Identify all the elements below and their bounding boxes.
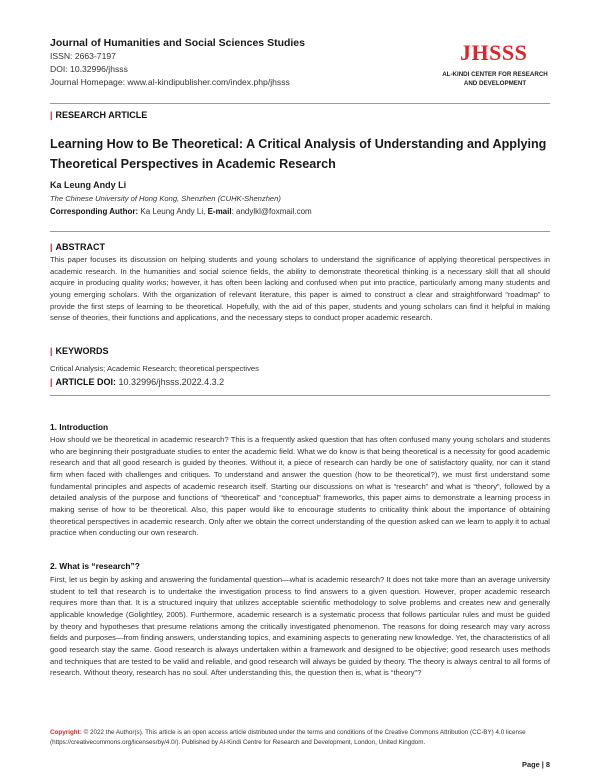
divider	[50, 395, 550, 396]
abstract-heading	[50, 242, 105, 252]
article-type-label: RESEARCH ARTICLE	[55, 110, 148, 120]
divider	[50, 231, 550, 232]
author-name: Ka Leung Andy Li	[50, 180, 127, 190]
article-type	[50, 110, 147, 120]
accent-bar: |	[50, 110, 53, 120]
issn: ISSN: 2663-7197	[50, 51, 116, 61]
abstract-heading-label: ABSTRACT	[55, 242, 106, 252]
journal-doi: DOI: 10.32996/jhsss	[50, 64, 128, 74]
keywords-heading-label: KEYWORDS	[55, 346, 109, 356]
abstract-text: This paper focuses its discussion on helping students and young scholars to understand the significance of applying theoretical perspectives in academic research. In the humanities and social science fields, the ability to demonstrate theoretical thinking is a necessary skill that all should acquire in producing quality works; however, it has often been lacking and confused when put into practice, particularly among many students and young emerging scholars. With the organization of relevant literature, this paper is aimed to construct a clear and straightforward “roadmap” to provide the first steps of learning to be theoretical. Hopefully, with the aid of this paper, students and young scholars can find it helpful in making sense of theories, their functions and applications, and the necessary steps to conduct proper academic research.	[50, 255, 550, 323]
corresponding-name: Ka Leung Andy Li,	[140, 207, 206, 216]
accent-bar: |	[50, 346, 53, 356]
corresponding-email[interactable]: : andylkl@foxmail.com	[231, 207, 312, 216]
article-doi	[50, 377, 224, 387]
copyright-label: Copyright:	[50, 729, 82, 736]
journal-homepage[interactable]: Journal Homepage: www.al-kindipublisher.com/index.php/jhsss	[50, 77, 290, 87]
article-title: Learning How to Be Theoretical: A Critical Analysis of Understanding and Applying Theoretical Perspectives in Academic Research	[50, 137, 547, 171]
accent-bar: |	[50, 377, 53, 387]
publisher-name-line-1: AL-KINDI CENTER FOR RESEARCH	[442, 71, 548, 78]
copyright-notice	[50, 728, 550, 747]
page-number: Page | 8	[522, 760, 550, 769]
corresponding-label: Corresponding Author:	[50, 207, 139, 216]
author-affiliation: The Chinese University of Hong Kong, Shenzhen (CUHK-Shenzhen)	[50, 194, 281, 203]
article-doi-value[interactable]: 10.32996/jhsss.2022.4.3.2	[118, 377, 225, 387]
publisher-name	[430, 70, 560, 88]
section-text-introduction: How should we be theoretical in academic research? This is a frequently asked question that has often confused many young scholars and students who are beginning their postgraduate studies to enter the academic field. What we do know is that being theoretical is a necessity for good academic research and that all good research is guided by theories. Without it, a piece of research can hardly be one of satisfactory quality, nor can it stand firm when faced with challenges and critiques. To understand and answer the question (how to be theoretical?), we must first understand some fundamental principles and aspects of academic research itself. Starting our discussions on what is “research” and what is “theory”, followed by a detailed analysis of the purpose and functions of “theoretical” and “conceptual” frameworks, this paper aims to demonstrate a learning process in making sense of how to be theoretical. Also, this paper would like to encourage students to criticality think about the importance of obtaining theoretical perspectives in academic research. Only after we obtain the correct understanding of the question asked can we learn to apply it to actual practice when conducting our own research.	[50, 435, 550, 538]
keywords-heading	[50, 346, 109, 356]
keywords-text: Critical Analysis; Academic Research; theoretical perspectives	[50, 364, 259, 373]
email-label: E-mail	[207, 207, 232, 216]
section-heading-research: 2. What is “research”?	[50, 561, 140, 571]
section-heading-introduction: 1. Introduction	[50, 422, 109, 432]
section-text-research: First, let us begin by asking and answering the fundamental question—what is academic research? It does not take more than an average university student to tell that research is to undertake the investigation process to find answers to a given question. However, proper academic research requires more than that. It is a structured inquiry that utilizes acceptable scientific methodology to solve problems and creates new and generally applicable knowledge (Golightley, 2005). Furthermore, academic research is a systematic process that follows particular rules and must be guided by theory and hypotheses that presume relations among the critically investigated phenomenon. The reasons for doing research may vary across fields and purposes—from finding answers, understanding topics, and examining aspects to generating new knowledge. Yet, the characteristics of all good research stay the same. Good research is always undertaken within a framework and designed to be objective; good research uses methods and techniques that are tested to be valid and reliable, and good research will always be guided by theory. The theory is always central to all forms of research. Without theory, research has no soul. After understanding this, the question then is, what is “theory”?	[50, 575, 550, 678]
journal-title: Journal of Humanities and Social Sciences Studies	[50, 37, 305, 49]
article-doi-label: ARTICLE DOI:	[55, 377, 117, 387]
corresponding-author	[50, 207, 312, 216]
accent-bar: |	[50, 242, 53, 252]
jhsss-logo: JHSSS	[460, 40, 528, 65]
publisher-name-line-2: AND DEVELOPMENT	[463, 80, 527, 87]
copyright-text: © 2022 the Author(s). This article is an open access article distributed under the terms and conditions of the Creative Commons Attribution (CC-BY) 4.0 license (https://creativecommons.org/licenses/by/4.0/). Published by Al-Kindi Centre for Research and Development, London, United Kingdom.	[50, 729, 526, 746]
header-divider	[50, 103, 550, 104]
